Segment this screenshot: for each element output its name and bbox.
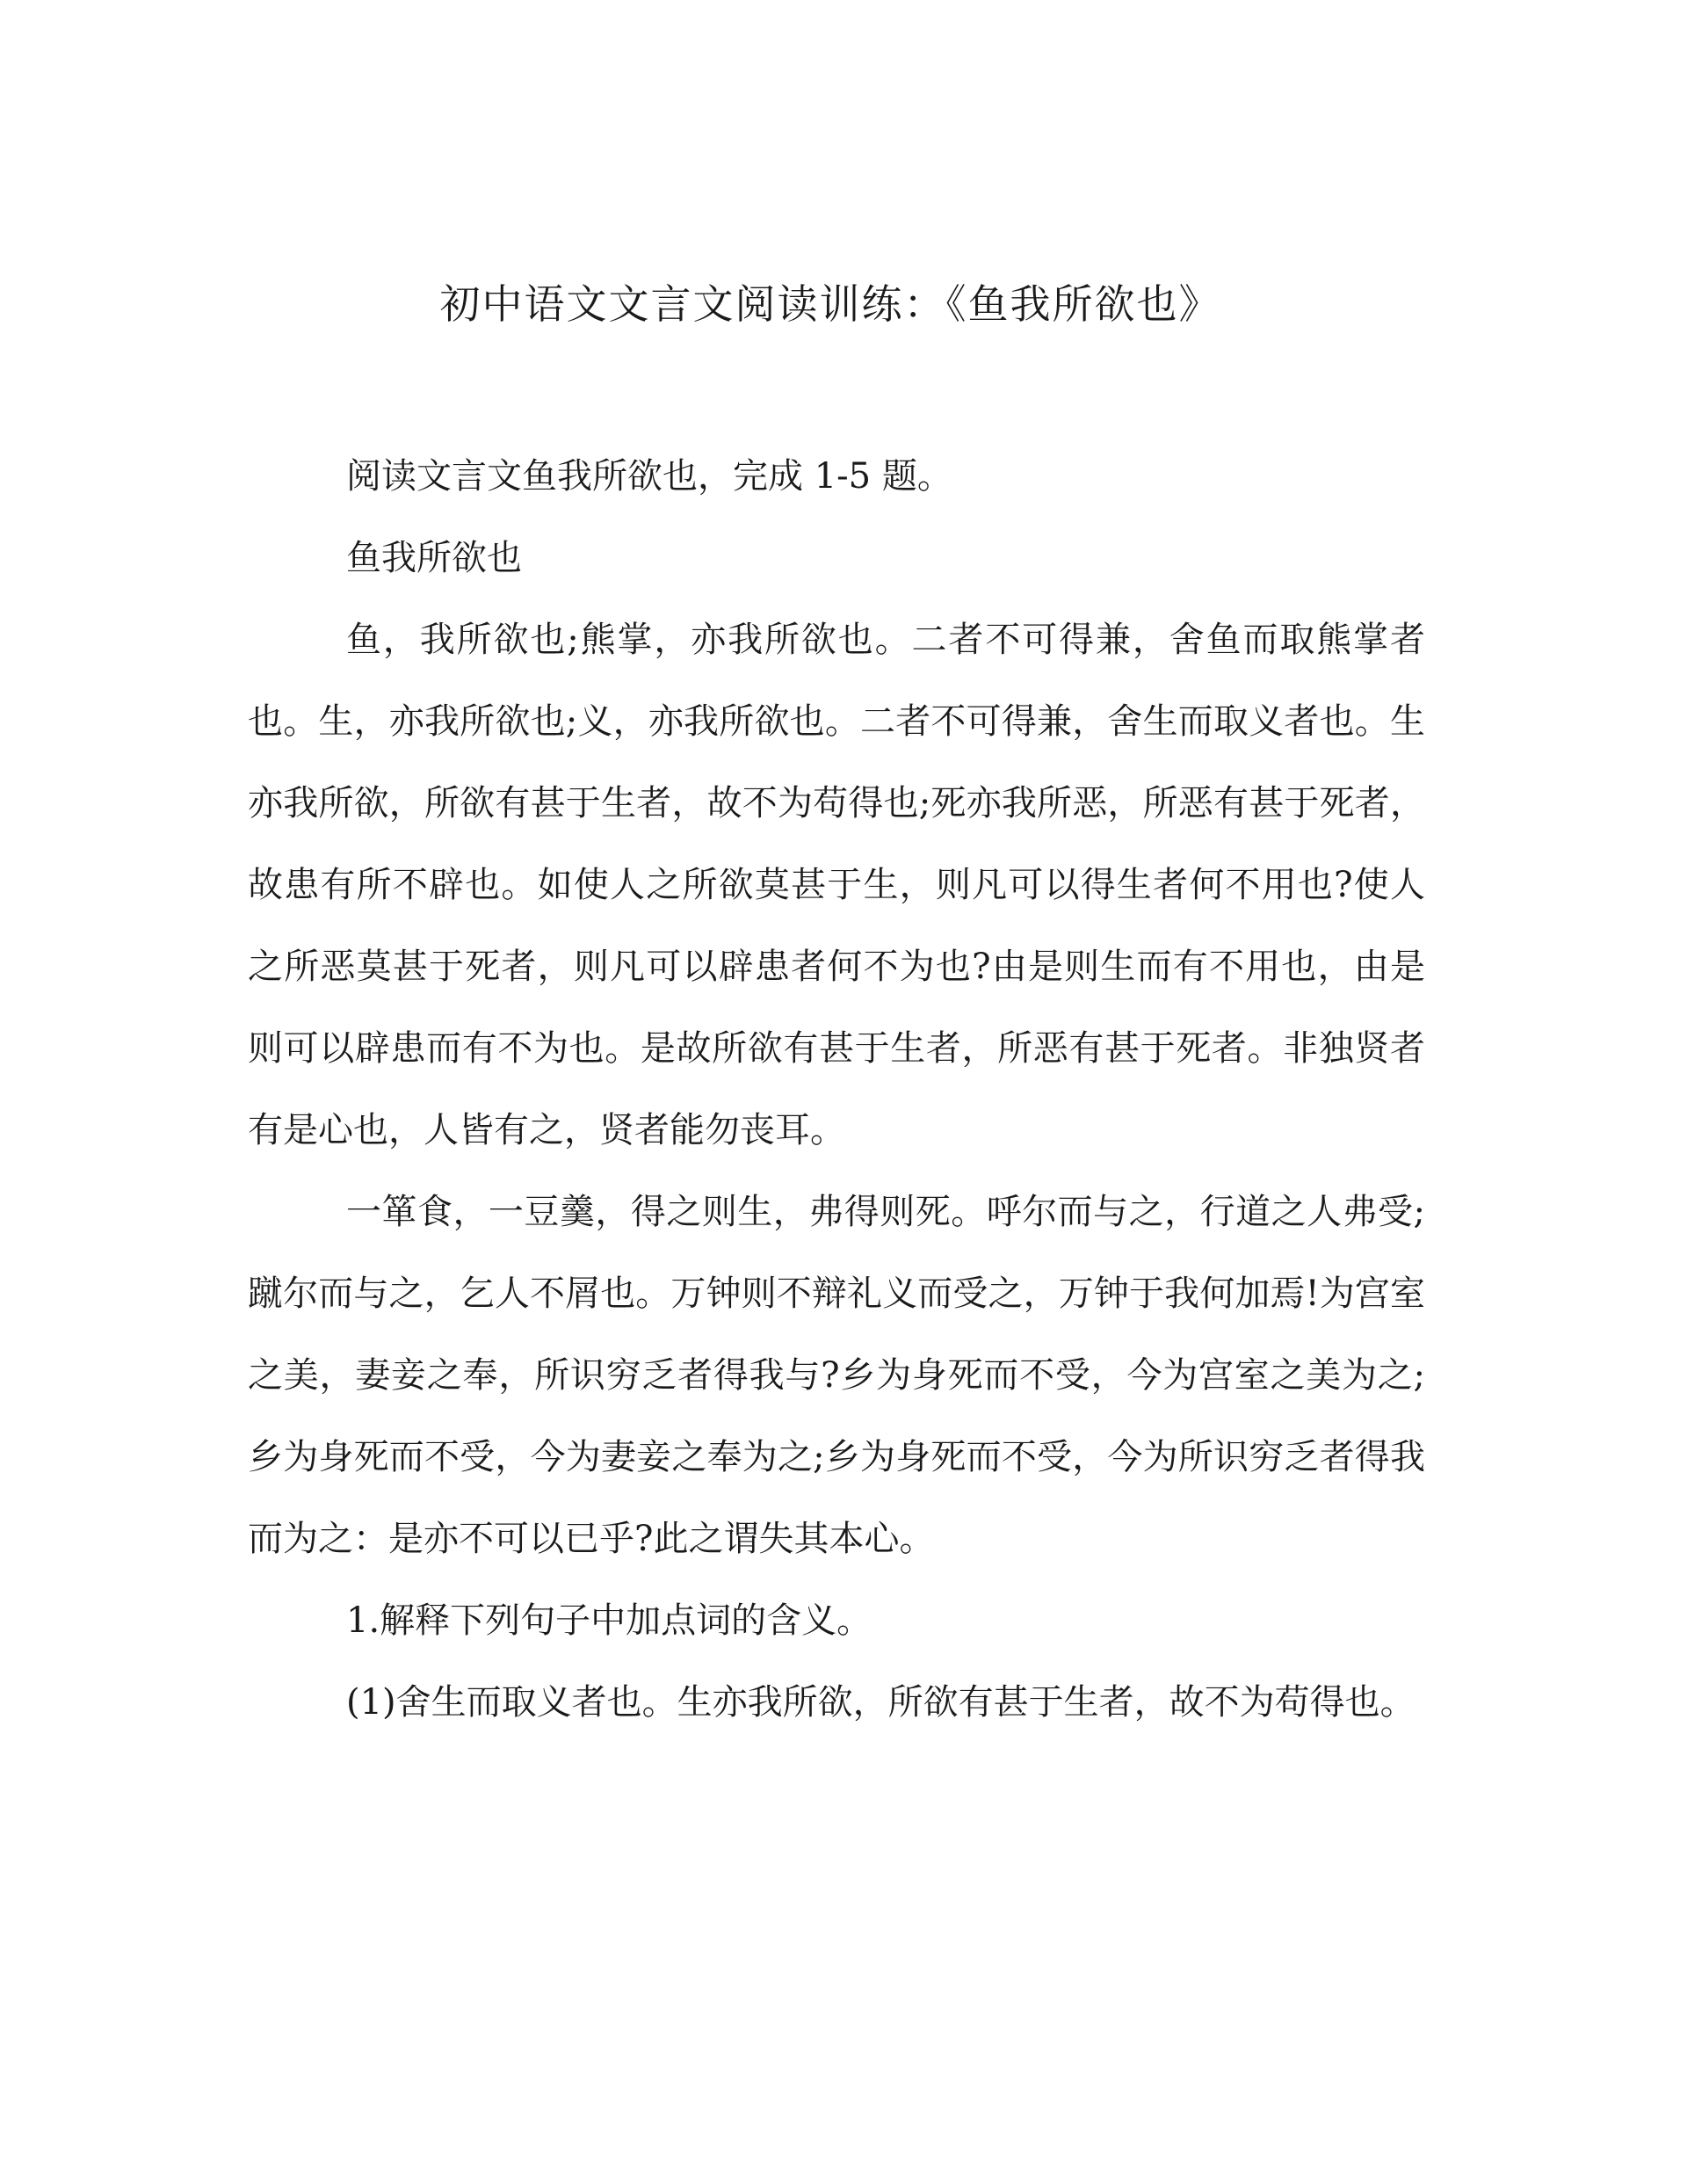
paragraph-question-1: 1.解释下列句子中加点词的含义。 — [346, 1600, 872, 1641]
document-title: 初中语文文言文阅读训练：《鱼我所欲也》 — [439, 280, 1221, 328]
paragraph-question-1-item-1: (1)舍生而取义者也。生亦我所欲，所欲有甚于生者，故不为苟得也。 — [346, 1682, 1415, 1723]
paragraph-instruction: 阅读文言文鱼我所欲也，完成 1-5 题。 — [346, 456, 952, 497]
document-body — [248, 436, 1425, 1744]
paragraph-passage-1: 鱼，我所欲也;熊掌，亦我所欲也。二者不可得兼，舍鱼而取熊掌者也。生，亦我所欲也;义，亦我所欲也。二者不可得兼，舍生而取义者也。生亦我所欲，所欲有甚于生者，故不为苟得也;死亦我所恶，所恶有甚于死者，故患有所不辟也。如使人之所欲莫甚于生，则凡可以得生者何不用也?使人之所恶莫甚于死者，则凡可以辟患者何不为也?由是则生而有不用也，由是则可以辟患而有不为也。是故所欲有甚于生者，所恶有甚于死者。非独贤者有是心也，人皆有之，贤者能勿丧耳。 — [248, 620, 1425, 1150]
paragraph-passage-2: 一箪食，一豆羹，得之则生，弗得则死。呼尔而与之，行道之人弗受;蹴尔而与之，乞人不屑也。万钟则不辩礼义而受之，万钟于我何加焉!为宫室之美，妻妾之奉，所识穷乏者得我与?乡为身死而不受，今为宫室之美为之;乡为身死而不受，今为妻妾之奉为之;乡为身死而不受，今为所识穷乏者得我而为之：是亦不可以已乎?此之谓失其本心。 — [248, 1192, 1425, 1559]
paragraph-text-title: 鱼我所欲也 — [346, 538, 522, 578]
